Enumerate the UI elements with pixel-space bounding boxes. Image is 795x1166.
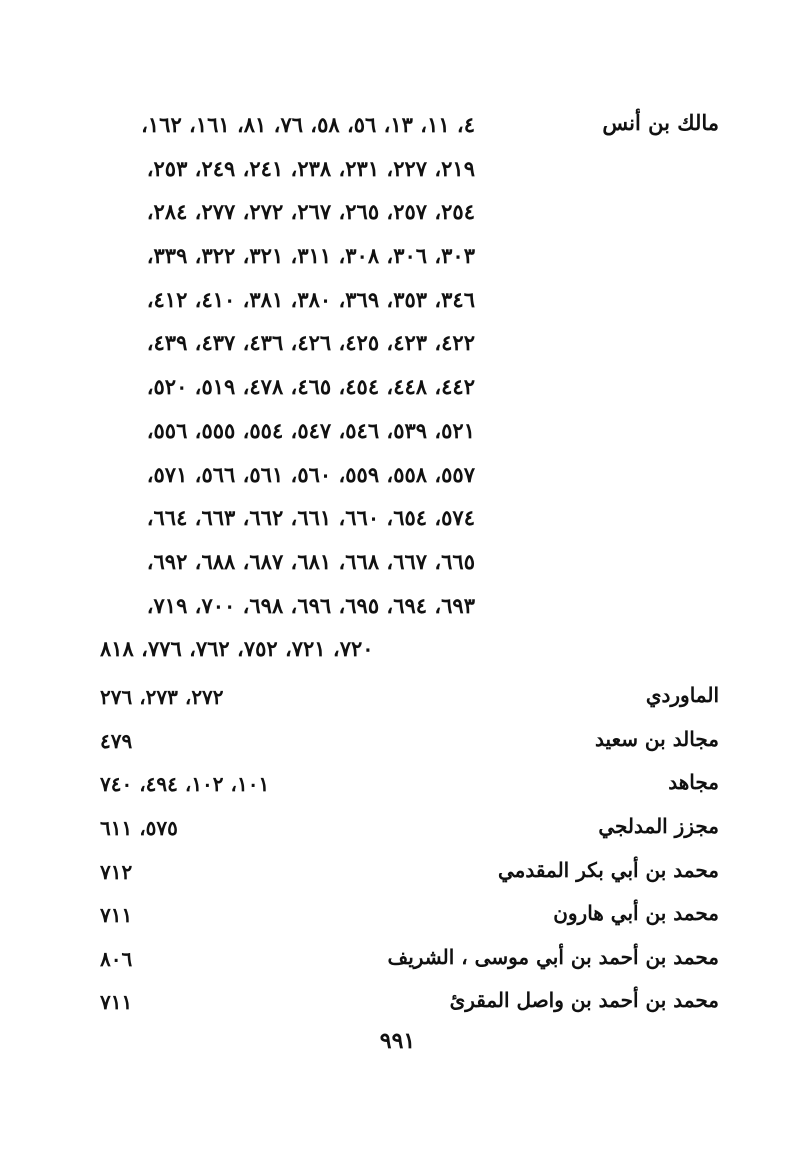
entry-name: محمد بن أبي بكر المقدمي [498,858,719,882]
entry-pages: ٧١١ [100,990,133,1014]
pages-line: ٥٧٤، ٦٥٤، ٦٦٠، ٦٦١، ٦٦٢، ٦٦٣، ٦٦٤، [146,505,475,531]
entry-pages: ١٠١، ١٠٢، ٤٩٤، ٧٤٠ [100,772,270,796]
pages-line: ٤٢٢، ٤٢٣، ٤٢٥، ٤٢٦، ٤٣٦، ٤٣٧، ٤٣٩، [146,330,475,356]
entry-pages: ٨٠٦ [100,947,133,971]
entry-name: محمد بن أحمد بن واصل المقرئ [449,988,719,1012]
index-entry [100,770,719,804]
pages-line: ٥٢١، ٥٣٩، ٥٤٦، ٥٤٧، ٥٥٤، ٥٥٥، ٥٥٦، [146,417,475,443]
pages-line: ٦٦٥، ٦٦٧، ٦٦٨، ٦٨١، ٦٨٧، ٦٨٨، ٦٩٢، [146,548,475,574]
index-entry [100,858,719,892]
entry-name: مجاهد [668,770,719,794]
pages-line: ٢٥٤، ٢٥٧، ٢٦٥، ٢٦٧، ٢٧٢، ٢٧٧، ٢٨٤، [146,199,475,225]
entry-pages: ٢٧٢، ٢٧٣، ٢٧٦ [100,685,224,709]
entry-pages: ٧١٢ [100,860,133,884]
entry-name: محمد بن أبي هارون [553,901,719,925]
index-entry [100,814,719,848]
entry-name: مجزز المدلجي [598,814,719,838]
entry-pages: ٧١١ [100,903,133,927]
entry-name: مجالد بن سعيد [595,727,719,751]
pages-line: ٥٥٧، ٥٥٨، ٥٥٩، ٥٦٠، ٥٦١، ٥٦٦، ٥٧١، [146,461,475,487]
entry-pages: ٥٧٥، ٦١١ [100,816,178,840]
index-entry [100,988,719,1022]
pages-line: ٤، ١١، ١٣، ٥٦، ٥٨، ٧٦، ٨١، ١٦١، ١٦٢، [141,112,475,137]
entry-name-malik: مالك بن أنس [602,110,719,135]
pages-line: ٤٤٢، ٤٤٨، ٤٥٤، ٤٦٥، ٤٧٨، ٥١٩، ٥٢٠، [146,374,475,400]
pages-line: ٣٠٣، ٣٠٦، ٣٠٨، ٣١١، ٣٢١، ٣٢٢، ٣٣٩، [146,243,475,269]
index-entry [100,727,719,761]
entry-pages-malik [100,110,475,678]
page-number: ٩٩١ [379,1028,416,1054]
index-entry [100,683,719,717]
index-entry [100,901,719,935]
entry-name: الماوردي [645,683,719,707]
entry-pages: ٤٧٩ [100,729,133,753]
pages-line: ٢١٩، ٢٢٧، ٢٣١، ٢٣٨، ٢٤١، ٢٤٩، ٢٥٣، [146,155,475,181]
pages-line: ٣٤٦، ٣٥٣، ٣٦٩، ٣٨٠، ٣٨١، ٤١٠، ٤١٢، [146,286,475,312]
index-entry [100,945,719,979]
pages-line: ٧٢٠، ٧٢١، ٧٥٢، ٧٦٢، ٧٧٦، ٨١٨ [100,636,374,662]
entry-name: محمد بن أحمد بن أبي موسى ، الشريف [387,945,719,969]
pages-line: ٦٩٣، ٦٩٤، ٦٩٥، ٦٩٦، ٦٩٨، ٧٠٠، ٧١٩، [146,592,475,618]
